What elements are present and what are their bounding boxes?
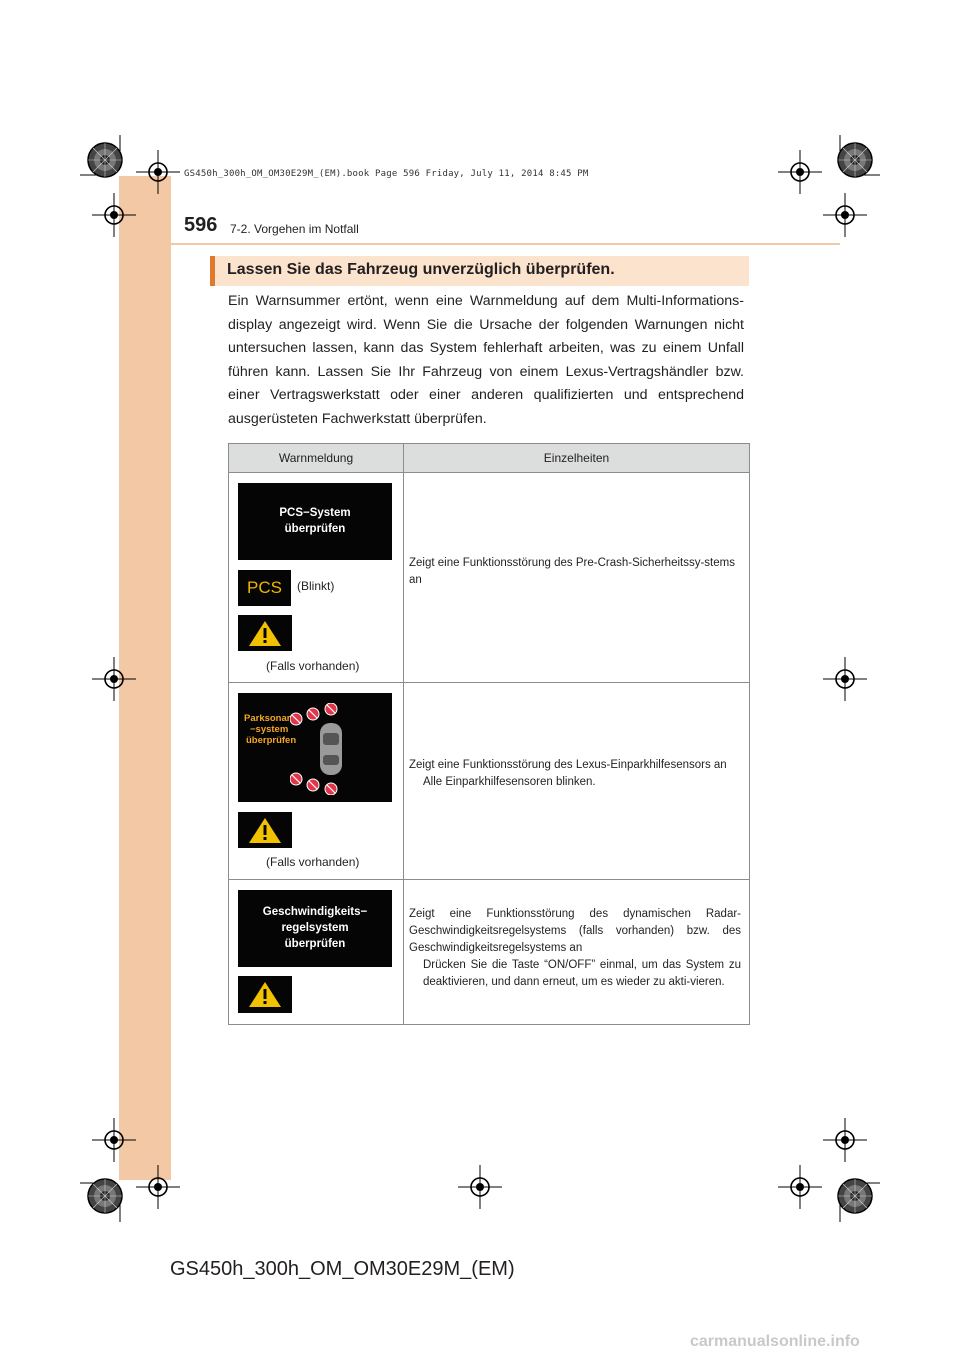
warning-triangle-icon [238, 615, 292, 651]
details-note: Alle Einparkhilfesensoren blinken. [423, 776, 596, 788]
details-cell [404, 683, 750, 880]
warning-table [228, 443, 750, 1025]
watermark: carmanualsonline.info [690, 1333, 860, 1350]
indicator-note: (Blinkt) [297, 579, 335, 593]
display-line: Parksonar [244, 713, 291, 724]
footer-code: GS450h_300h_OM_OM30E29M_(EM) [170, 1258, 515, 1280]
details-note: Drücken Sie die Taste “ON/OFF” einmal, um das System zu deaktivieren, und dann erneut, um es wieder zu akti-vieren. [423, 958, 741, 988]
print-mark: GS450h_300h_OM_OM30E29M_(EM).book Page 596 Friday, July 11, 2014 8:45 PM [184, 169, 589, 179]
warning-cell [229, 880, 404, 1025]
display-line: regelsystem [281, 922, 349, 934]
details-text: Zeigt eine Funktionsstörung des Lexus-Einparkhilfesensors an [409, 759, 727, 771]
banner-text: Lassen Sie das Fahrzeug unverzüglich überprüfen. [227, 261, 615, 278]
availability-note: (Falls vorhanden) [266, 855, 360, 869]
display-line: Geschwindigkeits− [262, 906, 368, 918]
pcs-display [238, 483, 392, 560]
display-line: überprüfen [284, 938, 346, 950]
pcs-indicator-icon: PCS [238, 570, 291, 606]
details-text: Zeigt eine Funktionsstörung des Pre-Crash-Sicherheitssy-stems an [409, 556, 735, 586]
warning-cell [229, 473, 404, 683]
table-row [229, 683, 750, 880]
display-line: überprüfen [246, 735, 297, 746]
display-line: überprüfen [284, 523, 346, 535]
table-header-row [229, 444, 750, 473]
intro-paragraph: Ein Warnsummer ertönt, wenn eine Warnmeldung auf dem Multi-Informations-display angezeigt wird. Wenn Sie die Ursache der folgenden Warnungen nicht untersuchen lassen, kann das System fehlerhaft arbeiten, was zu einem Unfall führen kann. Lassen Sie Ihr Fahrzeug von einem Lexus-Vertragshändler bzw. einer Vertragswerkstatt oder einer anderen qualifizierten und entsprechend ausgerüsteten Fachwerkstatt überprüfen. [228, 293, 744, 427]
header-einzelheiten: Einzelheiten [404, 444, 750, 473]
warning-triangle-icon [238, 976, 292, 1013]
parksonar-display [238, 693, 392, 802]
display-line: −system [250, 724, 289, 735]
table-row [229, 473, 750, 683]
display-line: PCS−System [279, 507, 351, 519]
page-number: 596 [184, 214, 218, 236]
section-title: 7-2. Vorgehen im Notfall [230, 222, 359, 236]
details-cell [404, 473, 750, 683]
warning-cell [229, 683, 404, 880]
details-text: Zeigt eine Funktionsstörung des dynamischen Radar-Geschwindigkeitsregelsystems (falls vorhanden) bzw. des Geschwindigkeitsregelsystems an [409, 907, 741, 954]
header-warnmeldung: Warnmeldung [229, 444, 404, 473]
table-row [229, 880, 750, 1025]
details-cell [404, 880, 750, 1025]
car-top-view-icon [290, 703, 380, 795]
header-rule [119, 243, 840, 245]
availability-note: (Falls vorhanden) [266, 659, 360, 673]
section-banner [210, 256, 749, 286]
warning-triangle-icon [238, 812, 292, 848]
cruise-control-display [238, 890, 392, 967]
